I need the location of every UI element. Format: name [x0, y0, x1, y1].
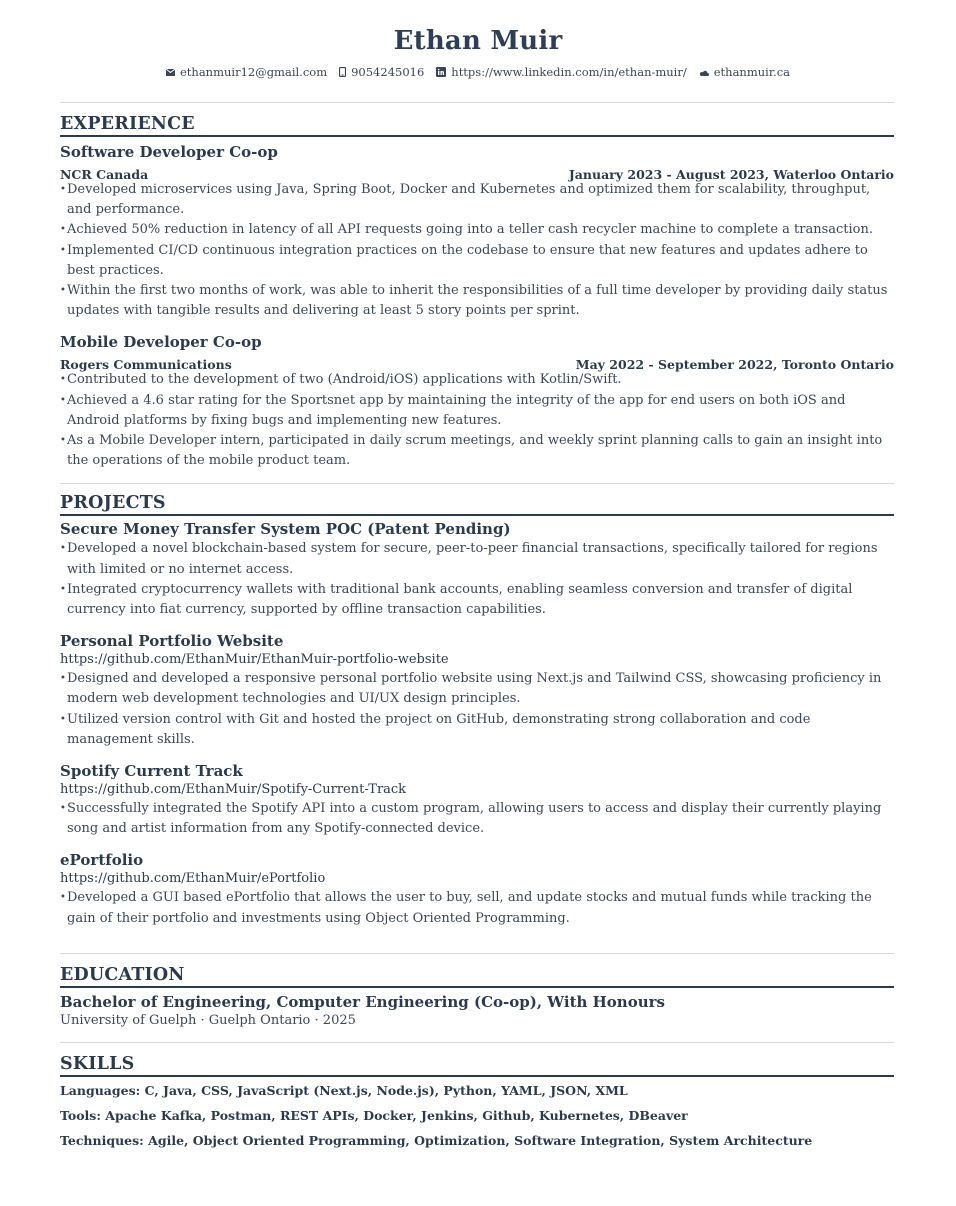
- school-location: Guelph Ontario: [208, 1012, 311, 1028]
- project-title: Spotify Current Track: [60, 762, 243, 781]
- list-item: • Developed microservices using Java, Spring Boot, Docker and Kubernetes and optimized them for scalability, throughput, and performance.: [60, 180, 894, 220]
- skills-techniques: Techniques: Agile, Object Oriented Programming, Optimization, Software Integration, System Architecture: [60, 1132, 813, 1148]
- phone-icon: [339, 67, 346, 77]
- project-bullets: [60, 539, 894, 620]
- company-name: NCR Canada: [60, 167, 149, 182]
- project-title: ePortfolio: [60, 851, 144, 870]
- degree-title: Bachelor of Engineering, Computer Engineering (Co-op), With Honours: [60, 992, 665, 1011]
- skills-tools: Tools: Apache Kafka, Postman, REST APIs, Docker, Jenkins, Github, Kubernetes, DBeaver: [60, 1107, 688, 1123]
- section-divider: [60, 953, 894, 954]
- job-dates: January 2023 - August 2023,: [568, 167, 769, 182]
- projects-heading: PROJECTS: [60, 492, 894, 516]
- job-dates: May 2022 - September 2022,: [575, 357, 778, 373]
- list-item: • Developed a GUI based ePortfolio that allows the user to buy, sell, and update stocks and mutual funds while tracking the gain of their portfolio and investments using Object Oriented Programming.: [60, 888, 894, 928]
- list-item: • Designed and developed a responsive personal portfolio website using Next.js and Tailwind CSS, showcasing proficiency in modern web development technologies and UI/UX design principles.: [60, 669, 894, 709]
- linkedin-icon: [436, 67, 446, 77]
- job-title: Software Developer Co-op: [60, 143, 278, 161]
- job-meta: [60, 162, 894, 180]
- list-item: • Achieved a 4.6 star rating for the Sportsnet app by maintaining the integrity of the app for end users on both iOS and Android platforms by fixing bugs and implementing new features.: [60, 391, 894, 431]
- education-heading: EDUCATION: [60, 964, 894, 988]
- list-item: • Contributed to the development of two (Android/iOS) applications with Kotlin/Swift.: [60, 370, 894, 390]
- graduation-year: 2025: [322, 1012, 356, 1028]
- section-divider: [60, 483, 894, 484]
- project-bullets: [60, 799, 894, 839]
- project-link[interactable]: https://github.com/EthanMuir/Spotify-Current-Track: [60, 782, 407, 798]
- contact-website[interactable]: [699, 65, 790, 79]
- job-location: Toronto Ontario: [781, 357, 894, 373]
- phone-text: 9054245016: [351, 65, 425, 79]
- project-bullets: [60, 669, 894, 750]
- education-details: University of Guelph · Guelph Ontario · 2025: [60, 1012, 356, 1028]
- contact-email[interactable]: [166, 65, 327, 79]
- resume-content: [60, 113, 894, 1153]
- project-title: Secure Money Transfer System POC (Patent Pending): [60, 520, 511, 539]
- contact-phone[interactable]: [339, 65, 424, 79]
- project-title: Personal Portfolio Website: [60, 632, 284, 651]
- project-bullets: [60, 888, 894, 928]
- list-item: • Integrated cryptocurrency wallets with traditional bank accounts, enabling seamless conversion and transfer of digital currency into fiat currency, supported by offline transaction capabilities.: [60, 580, 894, 620]
- email-text: ethanmuir12@gmail.com: [179, 65, 328, 79]
- experience-entry: [60, 143, 894, 321]
- candidate-name: Ethan Muir: [393, 26, 563, 56]
- job-bullets: [60, 180, 894, 321]
- list-item: • Achieved 50% reduction in latency of all API requests going into a teller cash recycler machine to complete a transaction.: [60, 220, 894, 240]
- skills-heading: SKILLS: [60, 1053, 894, 1077]
- education-entry: [60, 992, 894, 1030]
- contact-bar: [0, 65, 956, 79]
- list-item: • Implemented CI/CD continuous integration practices on the codebase to ensure that new features and updates adhere to best practices.: [60, 241, 894, 281]
- list-item: • Successfully integrated the Spotify API into a custom program, allowing users to access and display their currently playing song and artist information from any Spotify-connected device.: [60, 799, 894, 839]
- job-title: Mobile Developer Co-op: [60, 333, 262, 352]
- project-link[interactable]: https://github.com/EthanMuir/ePortfolio: [60, 871, 326, 887]
- skills-list: [60, 1078, 894, 1153]
- section-divider: [60, 1042, 894, 1043]
- mail-icon: [166, 69, 175, 76]
- company-name: Rogers Communications: [60, 357, 232, 373]
- project-entry: [60, 762, 894, 839]
- list-item: • Within the first two months of work, was able to inherit the responsibilities of a full time developer by providing daily status updates with tangible results and delivering at least 5 story points per sprint.: [60, 281, 894, 321]
- project-entry: [60, 520, 894, 620]
- list-item: • Utilized version control with Git and hosted the project on GitHub, demonstrating strong collaboration and code management skills.: [60, 710, 894, 750]
- experience-entry: [60, 333, 894, 471]
- list-item: • Developed a novel blockchain-based system for secure, peer-to-peer financial transactions, specifically tailored for regions with limited or no internet access.: [60, 539, 894, 579]
- job-location: Waterloo Ontario: [773, 167, 894, 182]
- list-item: • As a Mobile Developer intern, participated in daily scrum meetings, and weekly sprint planning calls to gain an insight into the operations of the mobile product team.: [60, 431, 894, 471]
- linkedin-text: https://www.linkedin.com/in/ethan-muir/: [451, 65, 687, 79]
- project-entry: [60, 851, 894, 928]
- contact-linkedin[interactable]: [436, 65, 686, 79]
- job-meta: [60, 352, 894, 373]
- cloud-icon: [699, 69, 709, 76]
- website-text: ethanmuir.ca: [713, 65, 791, 79]
- school-name: University of Guelph: [60, 1012, 197, 1028]
- job-bullets: [60, 370, 894, 471]
- project-link[interactable]: https://github.com/EthanMuir/EthanMuir-portfolio-website: [60, 652, 449, 668]
- project-entry: [60, 632, 894, 750]
- experience-heading: EXPERIENCE: [60, 113, 894, 137]
- header-divider: [60, 102, 894, 103]
- skills-languages: Languages: C, Java, CSS, JavaScript (Next.js, Node.js), Python, YAML, JSON, XML: [60, 1082, 628, 1098]
